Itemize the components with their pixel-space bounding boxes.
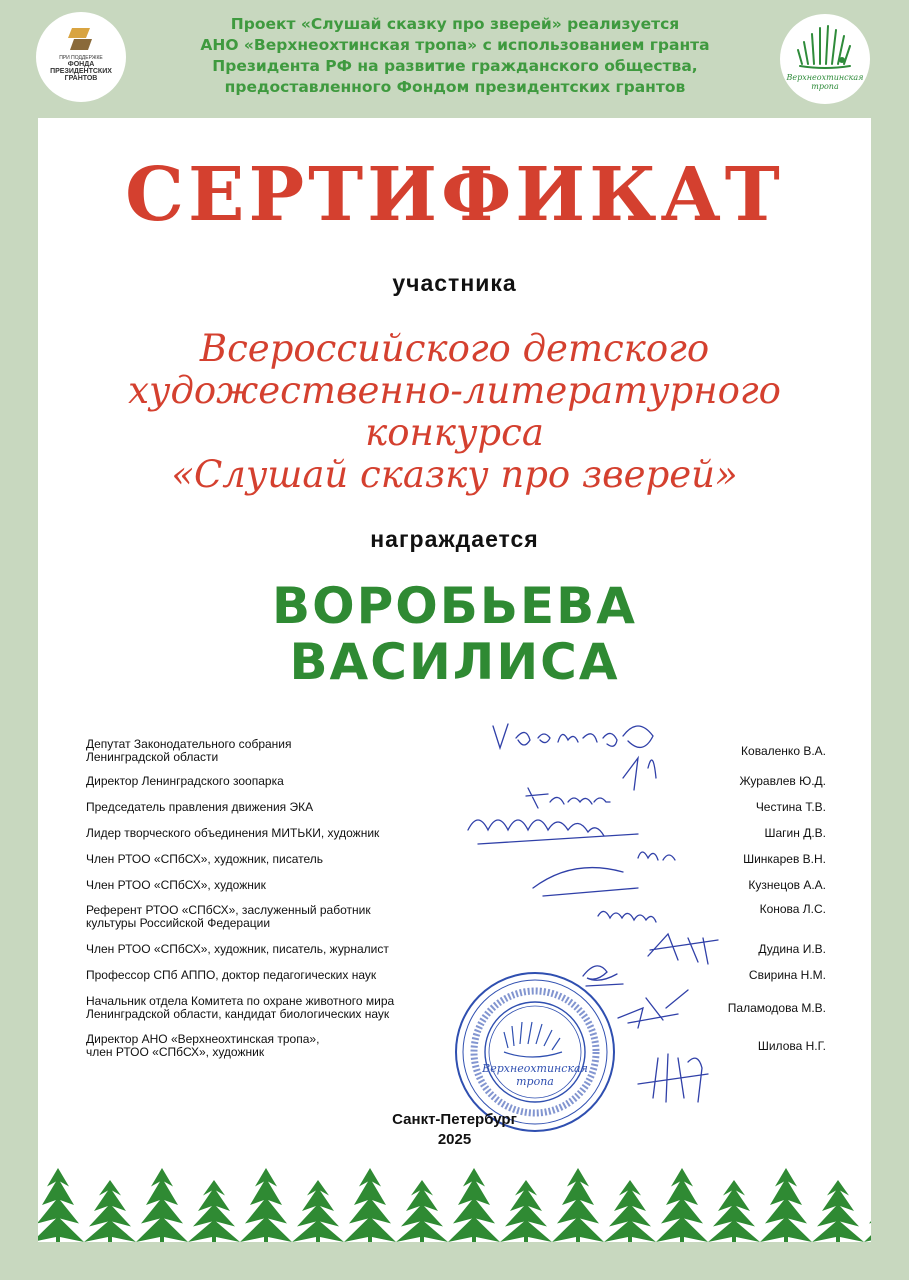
signatory-row (86, 1028, 826, 1064)
fir-tree-icon (448, 1168, 500, 1242)
signatory-role: Член РТОО «СПбСХ», художник (86, 877, 266, 892)
signatory-role: Депутат Законодательного собрания Ленинградской области (86, 737, 292, 764)
signatory-row (86, 898, 826, 936)
signatory-name: Шилова Н.Г. (757, 1039, 826, 1053)
signatory-name: Шагин Д.В. (764, 826, 826, 840)
presidential-grants-fund-logo (36, 12, 126, 102)
signatory-role: Член РТОО «СПбСХ», художник, писатель (86, 851, 323, 866)
fir-tree-icon (500, 1180, 552, 1242)
city: Санкт-Петербург (392, 1111, 517, 1128)
grant-header (0, 0, 909, 118)
signatory-row (86, 988, 826, 1028)
signatory-row (86, 872, 826, 898)
year: 2025 (437, 1131, 472, 1148)
fir-tree-icon (292, 1180, 344, 1242)
signatory-name: Кузнецов А.А. (748, 878, 826, 892)
signatory-row (86, 794, 826, 820)
participant-label: участника (392, 270, 517, 296)
logo-text-line2: ФОНДА (67, 61, 95, 68)
fir-tree-icon (240, 1168, 292, 1242)
awarded-label: награждается (370, 526, 539, 552)
signatory-role: Директор АНО «Верхнеохтинская тропа», член РТОО «СПбСХ», художник (86, 1032, 320, 1059)
contest-name (38, 328, 871, 496)
fir-tree-icon (344, 1168, 396, 1242)
logo-caption-line1: Верхнеохтинская (786, 73, 864, 82)
grant-text-line: Проект «Слушай сказку про зверей» реализуется (230, 15, 680, 33)
fir-tree-icon (38, 1168, 84, 1242)
signatory-row (86, 768, 826, 794)
fir-tree-icon (188, 1180, 240, 1242)
fir-tree-icon (864, 1168, 871, 1242)
fir-tree-icon (136, 1168, 188, 1242)
signatory-name: Коваленко В.А. (741, 744, 826, 758)
winner-surname: ВОРОБЬЕВА (272, 577, 637, 635)
winner-first-name: ВАСИЛИСА (289, 633, 620, 691)
signatory-role: Профессор СПб АППО, доктор педагогических наук (86, 967, 377, 982)
signatory-role: Председатель правления движения ЭКА (86, 799, 314, 814)
fir-tree-icon (396, 1180, 448, 1242)
signatory-role: Директор Ленинградского зоопарка (86, 773, 284, 788)
certificate-sheet (38, 118, 871, 1242)
signatory-name: Шинкарев В.Н. (743, 852, 826, 866)
logo-text-line3: ПРЕЗИДЕНТСКИХ (50, 68, 112, 75)
fir-tree-icon (84, 1180, 136, 1242)
contest-line: конкурса (365, 411, 544, 454)
stamp-text-line1: Верхнеохтинская (482, 1062, 588, 1075)
grant-text-line: Президента РФ на развитие гражданского общества, (212, 57, 698, 75)
logo-text-line4: ГРАНТОВ (64, 75, 98, 82)
grant-text (150, 14, 760, 98)
contest-line: художественно-литературного (128, 369, 781, 412)
signatory-row (86, 936, 826, 962)
signatory-name: Дудина И.В. (758, 942, 826, 956)
certificate-title: СЕРТИФИКАТ (125, 152, 784, 238)
fir-tree-icon (552, 1168, 604, 1242)
signatory-row (86, 846, 826, 872)
flag-icon (66, 26, 94, 52)
stamp-text-line2: тропа (516, 1075, 554, 1088)
verkhneokhtinskaya-tropa-logo (780, 14, 870, 104)
signatory-name: Честина Т.В. (755, 800, 826, 814)
place-and-year (38, 1110, 871, 1150)
grant-text-line: предоставленного Фондом президентских грантов (224, 78, 686, 96)
contest-line: Всероссийского детского (199, 327, 710, 370)
grant-text-line: АНО «Верхнеохтинская тропа» с использованием гранта (200, 36, 710, 54)
signatory-row (86, 820, 826, 846)
signatory-name: Паламодова М.В. (727, 1001, 826, 1015)
signatory-role: Член РТОО «СПбСХ», художник, писатель, журналист (86, 941, 389, 956)
signatory-name: Журавлев Ю.Д. (739, 774, 826, 788)
signatory-row (86, 962, 826, 988)
tree-border (38, 1164, 871, 1242)
fir-trees (38, 1168, 871, 1242)
signatory-row (86, 734, 826, 768)
fir-tree-icon (812, 1180, 864, 1242)
hedgehog-icon (792, 20, 858, 74)
fir-tree-icon (604, 1180, 656, 1242)
logo-caption-line2: тропа (811, 81, 839, 91)
signatory-name: Свирина Н.М. (748, 968, 826, 982)
contest-line: «Слушай сказку про зверей» (171, 453, 738, 496)
winner-name (38, 578, 871, 690)
fir-tree-icon (656, 1168, 708, 1242)
signatory-role: Лидер творческого объединения МИТЬКИ, художник (86, 825, 380, 840)
signatory-role: Референт РТОО «СПбСХ», заслуженный работник культуры Российской Федерации (86, 903, 371, 930)
fir-tree-icon (760, 1168, 812, 1242)
signatory-role: Начальник отдела Комитета по охране животного мира Ленинградской области, кандидат биологических наук (86, 994, 395, 1021)
signatories-list (86, 734, 826, 1064)
signatory-name: Конова Л.С. (759, 902, 826, 916)
logo-text-line1: ПРИ ПОДДЕРЖКЕ (59, 55, 103, 61)
fir-tree-icon (708, 1180, 760, 1242)
